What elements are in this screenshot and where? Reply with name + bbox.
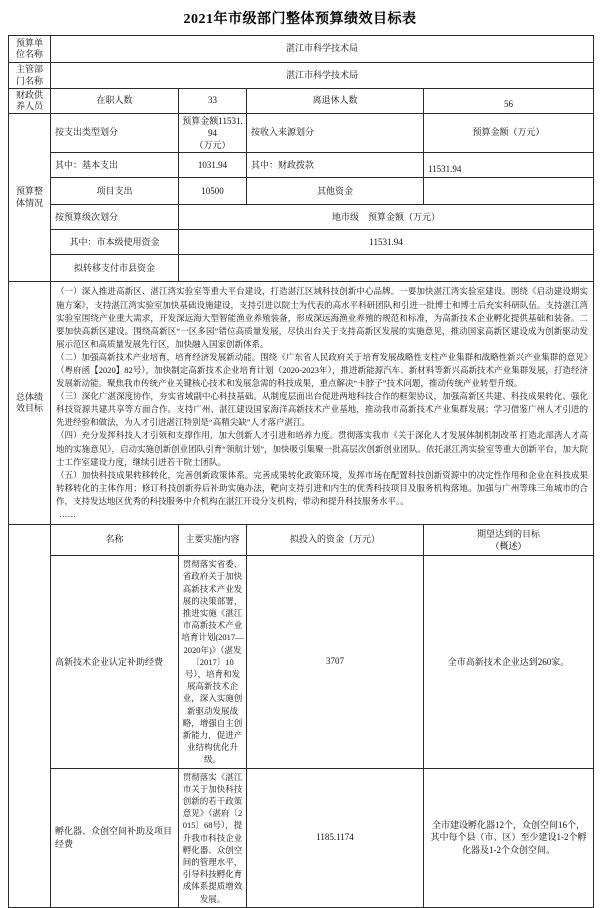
city-level-funds-label: 其中：市本级使用资金 — [51, 230, 179, 255]
by-income-amount-label: 预算金额（万元） — [424, 114, 594, 153]
active-staff-label: 在职人数 — [51, 89, 179, 114]
section-label-overall-goal: 总体绩效目标 — [9, 282, 51, 525]
budget-unit-value: 湛江市科学技术局 — [51, 36, 594, 63]
active-staff-value: 33 — [179, 89, 247, 114]
projects-header-goal — [424, 525, 594, 556]
projects-header-goal-line2: （概述） — [490, 541, 527, 552]
projects-header-funds: 拟投入的资金（万元） — [247, 525, 424, 556]
goal-paragraph-1: （一）深入推进高新区、湛江湾实验室等重大平台建设，打造湛江区域科技创新中心品牌。一要加快湛江湾实验室建设。围绕《启动建设期实施方案》，支持湛江湾实验室加快基础设施建设，支持引进以院士为代表的高水平科研团队和引进一批博士和博士后充实科研队伍。支持湛江湾实验室围绕产业重大需求，开发深远海大型智能渔业养殖装备，形成深远海渔业养殖的规范和标准，为高新技术企业孵化提供基础和装备。二要加快高新区建设。围绕高新区“一区多园”错位高质量发展，尽快出台关于支持高新区发展的实施意见，推动国家高新区建设成为创新驱动发展示范区和高质量发展先行区，加快融入国家创新体系。 — [56, 286, 589, 349]
page-title: 2021年市级部门整体预算绩效目标表 — [183, 12, 417, 27]
fiscal-grant-label: 其中：财政拨款 — [247, 153, 424, 178]
retired-staff-value: 56 — [424, 89, 594, 114]
fiscal-grant-value: 11531.94 — [424, 153, 594, 178]
section-label-budget-overview: 预算整体情况 — [9, 114, 51, 282]
project-expense-label: 项目支出 — [51, 178, 179, 205]
row-label-supervising-dept: 主管部门名称 — [9, 63, 51, 89]
goal-paragraph-ellipsis: …… — [59, 509, 76, 520]
transfer-payment-label: 拟转移支付市县资金 — [51, 255, 179, 282]
projects-header-goal-line1: 期望达到的目标 — [477, 528, 541, 539]
project-expense-value: 10500 — [179, 178, 247, 205]
basic-expense-value: 1031.94 — [179, 153, 247, 178]
by-expense-type-label: 按支出类型划分 — [51, 114, 179, 153]
budget-performance-table — [8, 35, 594, 908]
project-1-funds: 3707 — [247, 556, 424, 768]
goal-paragraph-3: （三）深化广湛深度协作，夯实省域副中心科技基础。从制度层面出台促进两地科技合作的框架协议，加强高新区共建、科技成果转化、强化科技资源共建共享等方面合作。支持广州、湛江建设国家海洋高新技术产业基地，推动我市高新技术产业集群发展；学习借鉴广州人才引进的先进经验和做法，为人才引进湛江特别是“高精尖缺”人才落户湛江。 — [56, 391, 589, 428]
project-1-content: 贯彻落实省委、省政府关于加快高新技术产业发展的决策部署，推进实施《湛江市高新技术产业培育计划(2017—2020年)》（湛发〔2017〕10号），培育和发展高新技术企业，深入实施创新驱动发展战略，增强自主创新能力，促进产业结构优化升级。 — [179, 556, 247, 768]
project-2-funds: 1185.1174 — [247, 768, 424, 907]
by-expense-amount-line1: 预算金额11531.94 — [182, 116, 243, 139]
project-1-name: 高新技术企业认定补助经费 — [51, 556, 179, 768]
project-row-2 — [9, 768, 594, 907]
basic-expense-label: 其中：基本支出 — [51, 153, 179, 178]
by-expense-amount — [179, 114, 247, 153]
by-expense-amount-line2: （万元） — [194, 140, 231, 151]
section-label-projects — [9, 525, 51, 908]
by-budget-level-value: 地市级 预算金额（万元） — [179, 205, 594, 230]
other-funds-label: 其他资金 — [247, 178, 424, 205]
project-row-1 — [9, 556, 594, 768]
row-label-fiscal-staff: 财政供养人员 — [9, 89, 51, 114]
transfer-payment-value — [179, 255, 594, 282]
goal-paragraph-4: （四）充分发挥科技人才引领和支撑作用，加大创新人才引进和培养力度。贯彻落实我市《关于深化人才发展体制机制改革 打造北部湾人才高地的实施意见》，启动实施创新创业团队引育“领航计划”，加快吸引集聚一批高层次创新创业团队。依托湛江湾实验室等重大创新平台，加大院士工作室建设力度，继续引进若干院士团队。 — [56, 430, 589, 467]
by-budget-level-label: 按预算级次划分 — [51, 205, 179, 230]
overall-goal-text — [51, 282, 594, 525]
by-income-source-label: 按收入来源划分 — [247, 114, 424, 153]
project-2-content: 贯彻落实《湛江市关于加快科技创新的若干政策意见》（湛府〔2015〕68号），提升我市科技企业孵化器、众创空间的管理水平，引导科技孵化育成体系提质增效发展。 — [179, 768, 247, 907]
project-2-name: 孵化器、众创空间补助及项目经费 — [51, 768, 179, 907]
goal-paragraph-2: （二）加强高新技术产业培育，培育经济发展新动能。围绕《广东省人民政府关于培育发展战略性支柱产业集群和战略性新兴产业集群的意见》（粤府函【2020】82号），加快制定高新技术企业培育计划（2020-2023年），推进新能源汽车、新材料等新兴高新技术产业集群发展，打造经济发展新动能。聚焦我市传统产业关键核心技术和发展急需的科技成果，重点解决“卡脖子”技术问题，推动传统产业转型升级。 — [56, 351, 589, 389]
supervising-dept-value: 湛江市科学技术局 — [51, 63, 594, 89]
projects-header-name: 名称 — [51, 525, 179, 556]
projects-header-content: 主要实施内容 — [179, 525, 247, 556]
row-label-budget-unit: 预算单位名称 — [9, 36, 51, 63]
goal-paragraph-5: （五）加快科技成果转移转化，完善创新政策体系。完善成果转化政策环境，发挥市场在配置科技创新资源中的决定性作用和企业在科技成果转移转化的主体作用；修订科技创新券后补助实施办法，靶向支持引进和内生的优秀科技项目及服务机构落地。加强与广州等珠三角城市的合作，支持发达地区优秀的科技服务中介机构在湛江开设分支机构，带动和提升科技服务水平。。 — [56, 469, 589, 506]
city-level-funds-value: 11531.94 — [179, 230, 594, 255]
retired-staff-label: 离退休人数 — [247, 89, 424, 114]
project-2-goal: 全市建设孵化器12个，众创空间16个，其中每个县（市、区）至少建设1-2个孵化器及1-2个众创空间。 — [424, 768, 594, 907]
project-1-goal: 全市高新技术企业达到260家。 — [424, 556, 594, 768]
other-funds-value — [424, 178, 594, 205]
